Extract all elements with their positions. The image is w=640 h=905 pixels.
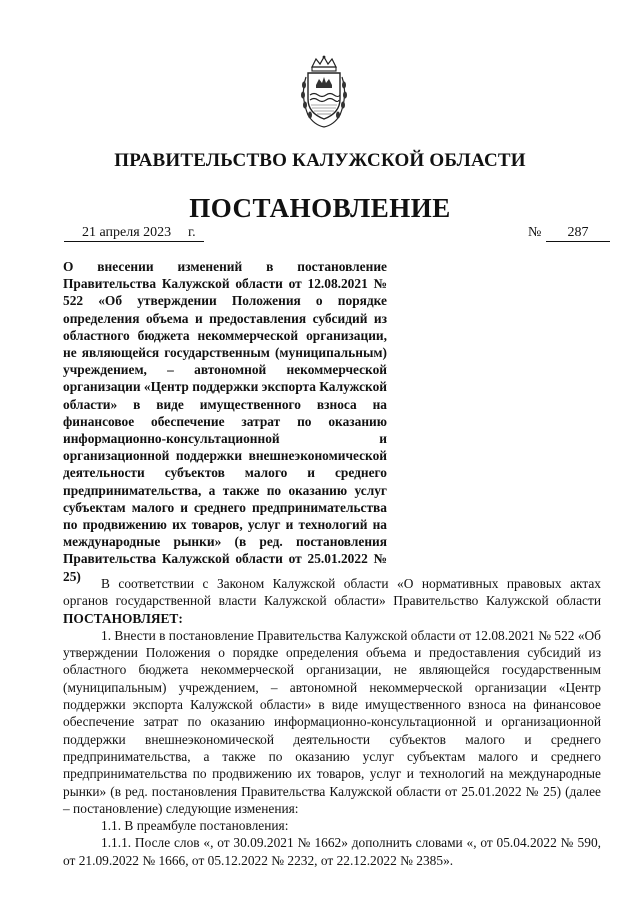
organization-title: ПРАВИТЕЛЬСТВО КАЛУЖСКОЙ ОБЛАСТИ: [114, 150, 526, 171]
preamble-paragraph: [63, 575, 601, 627]
preamble-text: В соответствии с Законом Калужской области «О нормативных правовых актах органов государственной власти Калужской области» Правительство Калужской области: [63, 576, 601, 609]
body-paragraph: 1.1. В преамбуле постановления:: [101, 818, 289, 834]
resolves-text: ПОСТАНОВЛЯЕТ:: [63, 610, 183, 626]
document-number: 287: [546, 224, 610, 242]
date-suffix: г.: [188, 225, 196, 240]
document-heading: О внесении изменений в постановление Правительства Калужской области от 12.08.2021 № 522 «Об утверждении Положения о порядке определения объема и предоставления субсидий из областного бюджета некоммерческой организации, не являющейся государственным (муниципальным) учреждением, – автономной некоммерческой организации «Центр поддержки экспорта Калужской области» в виде имущественного взноса на финансовое обеспечение затрат по оказанию информационно-консультационной и организационной поддержки внешнеэкономической деятельности субъектов малого и среднего предпринимательства, а также по оказанию услуг субъектам малого и среднего предпринимательства по продвижению их товаров, услуг и технологий на международные рынки» (в ред. постановления Правительства Калужской области от 25.01.2022 № 25): [63, 259, 387, 584]
kaluga-coat-of-arms-icon: [298, 55, 350, 129]
number-label: №: [528, 225, 542, 240]
document-type-title: ПОСТАНОВЛЕНИЕ: [189, 193, 451, 223]
body-paragraph: 1.1.1. После слов «, от 30.09.2021 № 1662» дополнить словами «, от 05.04.2022 № 590, от 21.09.2022 № 1666, от 05.12.2022 № 2232, от 22.12.2022 № 2385».: [63, 835, 601, 868]
document-date: 21 апреля 2023: [64, 224, 204, 242]
document-body: [63, 575, 601, 869]
body-paragraph: 1. Внести в постановление Правительства Калужской области от 12.08.2021 № 522 «Об утверждении Положения о порядке определения объема и предоставления субсидий из областного бюджета некоммерческой организации, не являющейся государственным (муниципальным) учреждением, – автономной некоммерческой организации «Центр поддержки экспорта Калужской области» в виде имущественного взноса на финансовое обеспечение затрат по оказанию информационно-консультационной и организационной поддержки внешнеэкономической деятельности субъектов малого и среднего предпринимательства, а также по оказанию услуг субъектам малого и среднего предпринимательства по продвижению их товаров, услуг и технологий на международные рынки» (в ред. постановления Правительства Калужской области от 25.01.2022 № 25) (далее – постановление) следующие изменения:: [63, 627, 601, 816]
